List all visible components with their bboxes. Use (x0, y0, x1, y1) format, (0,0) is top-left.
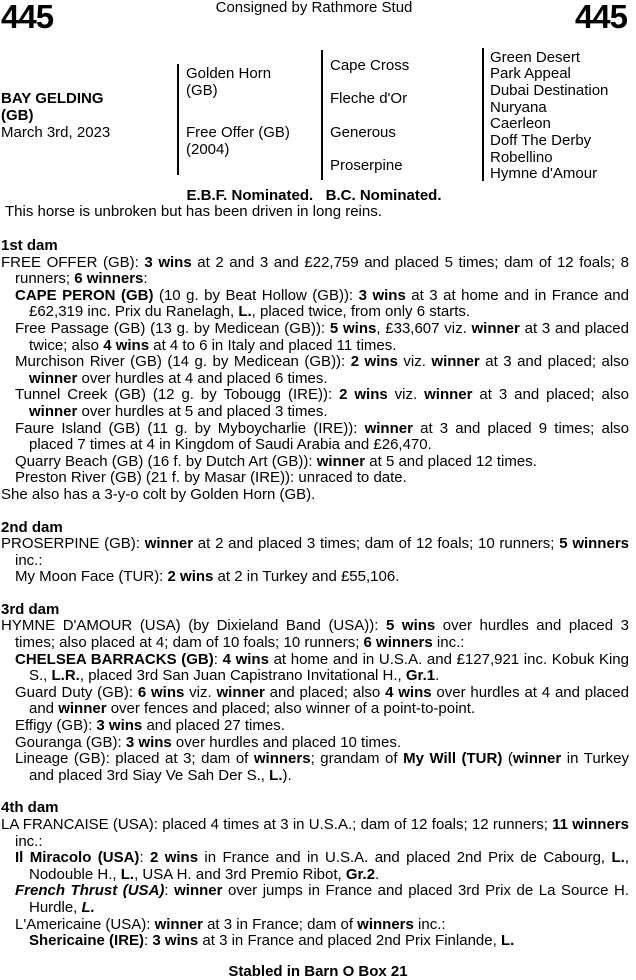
stabled-info: Stabled in Barn O Box 21 (228, 963, 408, 980)
pedigree-great-grandparent: Hymne d'Amour (490, 165, 598, 182)
progeny-entry: Effigy (GB): 3 wins and placed 27 times. (15, 717, 285, 735)
progeny-entry: Quarry Beach (GB) (16 f. by Dutch Art (GB)): winner at 5 and placed 12 times. (15, 452, 537, 470)
progeny-entry: Murchison River (GB) (14 g. by Medicean (GB)): 2 wins viz. winner at 3 and placed; also winner over hurdles at 4 and placed 6 times. (15, 353, 629, 387)
dam-paragraph: LA FRANCAISE (USA): placed 4 times at 3 in U.S.A.; dam of 12 foals; 12 runners; 11 winners inc.: (1, 816, 629, 850)
progeny-entry: My Moon Face (TUR): 2 wins at 2 in Turkey and £55,106. (15, 568, 400, 586)
pedigree-great-grandparent: Robellino (490, 149, 553, 166)
pedigree-great-grandparent: Green Desert (490, 49, 581, 66)
pedigree-grandparent: Generous (330, 124, 396, 141)
pedigree-grandparent: Proserpine (330, 157, 403, 174)
pedigree-dam-year: (2004) (186, 141, 230, 158)
pedigree-bracket-1 (177, 64, 179, 175)
progeny-entry: Lineage (GB): placed at 3; dam of winners; grandam of My Will (TUR) (winner in Turkey and placed 3rd Siay Ve Sah Der S., L.). (15, 750, 629, 784)
progeny-entry: CHELSEA BARRACKS (GB): 4 wins at home and in U.S.A. and £127,921 inc. Kobuk King S., L.R., placed 3rd San Juan Capistrano Invitational H., Gr.1. (15, 650, 629, 685)
pedigree-great-grandparent: Nuryana (490, 99, 547, 116)
pedigree-bracket-3 (482, 48, 484, 181)
progeny-entry: L'Americaine (USA): winner at 3 in France; dam of winners inc.: (15, 915, 446, 933)
pedigree-dam: Free Offer (GB) (186, 124, 290, 141)
pedigree-great-grandparent: Dubai Destination (490, 82, 609, 99)
consignor: Consigned by Rathmore Stud (215, 0, 413, 16)
horse-country: (GB) (1, 107, 34, 124)
lot-number: 445 (1, 0, 54, 35)
pedigree-great-grandparent: Doff The Derby (490, 132, 592, 149)
nominations: E.B.F. Nominated. B.C. Nominated. (186, 187, 442, 204)
grand-progeny-entry: Shericaine (IRE): 3 wins at 3 in France and placed 2nd Prix Finlande, L. (29, 932, 515, 950)
dam-paragraph: FREE OFFER (GB): 3 wins at 2 and 3 and £22,759 and placed 5 times; dam of 12 foals; 8 runners; 6 winners: (1, 253, 629, 288)
pedigree-grandparent: Fleche d'Or (330, 90, 408, 107)
progeny-entry: CAPE PERON (GB) (10 g. by Beat Hollow (GB)): 3 wins at 3 at home and in France and £62,319 inc. Prix du Ranelagh, L., placed twice, from only 6 starts. (15, 286, 629, 321)
pedigree-grandparent: Cape Cross (330, 57, 410, 74)
pedigree-great-grandparent: Caerleon (490, 115, 551, 132)
dam-paragraph: HYMNE D'AMOUR (USA) (by Dixieland Band (USA)): 5 wins over hurdles and placed 3 times; also placed at 4; dam of 10 foals; 10 runners; 6 winners inc.: (1, 617, 629, 652)
pedigree-sire: Golden Horn (186, 65, 272, 82)
progeny-entry: Preston River (GB) (21 f. by Masar (IRE)): unraced to date. (15, 469, 407, 487)
catalogue-body (1, 238, 629, 950)
progeny-entry: Il Miracolo (USA): 2 wins in France and in U.S.A. and placed 2nd Prix de Cabourg, L., Nodouble H., L., USA H. and 3rd Premio Ribot, Gr.2. (15, 849, 629, 883)
progeny-entry: French Thrust (USA): winner over jumps in France and placed 3rd Prix de La Source H. Hurdle, L. (15, 882, 630, 916)
dam-note: She also has a 3-y-o colt by Golden Horn (GB). (1, 485, 316, 503)
pedigree-bracket-2 (321, 50, 323, 180)
progeny-entry: Tunnel Creek (GB) (12 g. by Tobougg (IRE)): 2 wins viz. winner at 3 and placed; also winner over hurdles at 5 and placed 3 times. (15, 386, 629, 420)
unbroken-note: This horse is unbroken but has been driven in long reins. (5, 203, 382, 220)
progeny-entry: Gouranga (GB): 3 wins over hurdles and placed 10 times. (15, 733, 402, 751)
pedigree-great-grandparent: Park Appeal (490, 65, 571, 82)
pedigree-sire-country: (GB) (186, 82, 218, 99)
progeny-entry: Free Passage (GB) (13 g. by Medicean (GB)): 5 wins, £33,607 viz. winner at 3 and placed twice; also 4 wins at 4 to 6 in Italy and placed 11 times. (15, 319, 629, 354)
horse-foaled: March 3rd, 2023 (1, 124, 111, 141)
section-heading-first-dam: 1st dam (1, 237, 58, 254)
section-heading-second-dam: 2nd dam (1, 518, 63, 536)
horse-description: BAY GELDING (1, 90, 104, 107)
progeny-entry: Guard Duty (GB): 6 wins viz. winner and placed; also 4 wins over hurdles at 4 and placed and winner over fences and placed; also winner of a point-to-point. (15, 683, 629, 718)
section-heading-third-dam: 3rd dam (1, 600, 60, 618)
lot-number-right: 445 (574, 0, 627, 35)
section-heading-fourth-dam: 4th dam (1, 799, 59, 817)
dam-paragraph: PROSERPINE (GB): winner at 2 and placed 3 times; dam of 12 foals; 10 runners; 5 winners inc.: (1, 535, 629, 569)
progeny-entry: Faure Island (GB) (11 g. by Myboycharlie (IRE)): winner at 3 and placed 9 times; also placed 7 times at 4 in Kingdom of Saudi Arabia and £26,470. (15, 419, 629, 454)
